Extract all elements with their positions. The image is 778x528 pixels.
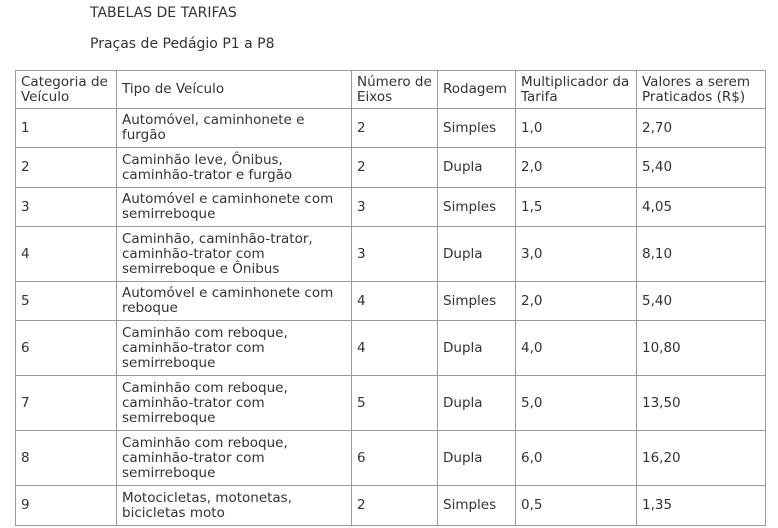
table-row	[16, 321, 766, 376]
cell-multiplicador: 1,0	[516, 109, 637, 148]
cell-eixos: 2	[352, 486, 438, 526]
cell-tipo: Automóvel, caminhonete e furgão	[117, 109, 352, 148]
cell-eixos: 2	[352, 109, 438, 148]
cell-valor: 4,05	[637, 188, 766, 227]
cell-valor: 10,80	[637, 321, 766, 376]
page-title: TABELAS DE TARIFAS	[90, 5, 237, 21]
cell-categoria: 9	[16, 486, 117, 526]
cell-tipo: Caminhão, caminhão-trator, caminhão-trator com semirreboque e Ônibus	[117, 227, 352, 282]
table-row	[16, 188, 766, 227]
cell-categoria: 6	[16, 321, 117, 376]
cell-categoria: 5	[16, 282, 117, 321]
table-header-row	[16, 71, 766, 109]
cell-categoria: 2	[16, 148, 117, 188]
cell-multiplicador: 5,0	[516, 376, 637, 431]
table-row	[16, 282, 766, 321]
cell-rodagem: Dupla	[438, 148, 516, 188]
cell-tipo: Automóvel e caminhonete com semirreboque	[117, 188, 352, 227]
table-row	[16, 486, 766, 526]
cell-tipo: Automóvel e caminhonete com reboque	[117, 282, 352, 321]
cell-rodagem: Simples	[438, 188, 516, 227]
cell-eixos: 2	[352, 148, 438, 188]
cell-eixos: 4	[352, 321, 438, 376]
cell-multiplicador: 2,0	[516, 282, 637, 321]
cell-multiplicador: 0,5	[516, 486, 637, 526]
cell-categoria: 1	[16, 109, 117, 148]
column-header-eixos: Número de Eixos	[352, 71, 438, 109]
cell-eixos: 6	[352, 431, 438, 486]
cell-tipo: Caminhão leve, Ônibus, caminhão-trator e furgão	[117, 148, 352, 188]
cell-valor: 13,50	[637, 376, 766, 431]
cell-multiplicador: 2,0	[516, 148, 637, 188]
cell-eixos: 5	[352, 376, 438, 431]
column-header-rodagem: Rodagem	[438, 71, 516, 109]
table-row	[16, 431, 766, 486]
cell-tipo: Caminhão com reboque, caminhão-trator com semirreboque	[117, 376, 352, 431]
cell-rodagem: Dupla	[438, 376, 516, 431]
page-subtitle: Praças de Pedágio P1 a P8	[90, 36, 275, 52]
cell-rodagem: Simples	[438, 282, 516, 321]
cell-tipo: Caminhão com reboque, caminhão-trator com semirreboque	[117, 321, 352, 376]
table-row	[16, 109, 766, 148]
cell-rodagem: Dupla	[438, 321, 516, 376]
cell-categoria: 3	[16, 188, 117, 227]
cell-eixos: 4	[352, 282, 438, 321]
cell-multiplicador: 3,0	[516, 227, 637, 282]
cell-categoria: 8	[16, 431, 117, 486]
table-row	[16, 148, 766, 188]
column-header-multiplicador: Multiplicador da Tarifa	[516, 71, 637, 109]
cell-tipo: Caminhão com reboque, caminhão-trator com semirreboque	[117, 431, 352, 486]
cell-valor: 16,20	[637, 431, 766, 486]
cell-categoria: 7	[16, 376, 117, 431]
cell-rodagem: Simples	[438, 109, 516, 148]
cell-tipo: Motocicletas, motonetas, bicicletas moto	[117, 486, 352, 526]
column-header-categoria: Categoria de Veículo	[16, 71, 117, 109]
cell-valor: 8,10	[637, 227, 766, 282]
cell-valor: 1,35	[637, 486, 766, 526]
cell-eixos: 3	[352, 188, 438, 227]
tariff-table	[15, 70, 766, 526]
cell-rodagem: Dupla	[438, 227, 516, 282]
cell-rodagem: Simples	[438, 486, 516, 526]
column-header-tipo: Tipo de Veículo	[117, 71, 352, 109]
cell-eixos: 3	[352, 227, 438, 282]
cell-multiplicador: 6,0	[516, 431, 637, 486]
cell-rodagem: Dupla	[438, 431, 516, 486]
table-row	[16, 376, 766, 431]
table-row	[16, 227, 766, 282]
cell-multiplicador: 4,0	[516, 321, 637, 376]
cell-valor: 5,40	[637, 148, 766, 188]
cell-multiplicador: 1,5	[516, 188, 637, 227]
column-header-valor: Valores a serem Praticados (R$)	[637, 71, 766, 109]
cell-categoria: 4	[16, 227, 117, 282]
cell-valor: 5,40	[637, 282, 766, 321]
cell-valor: 2,70	[637, 109, 766, 148]
